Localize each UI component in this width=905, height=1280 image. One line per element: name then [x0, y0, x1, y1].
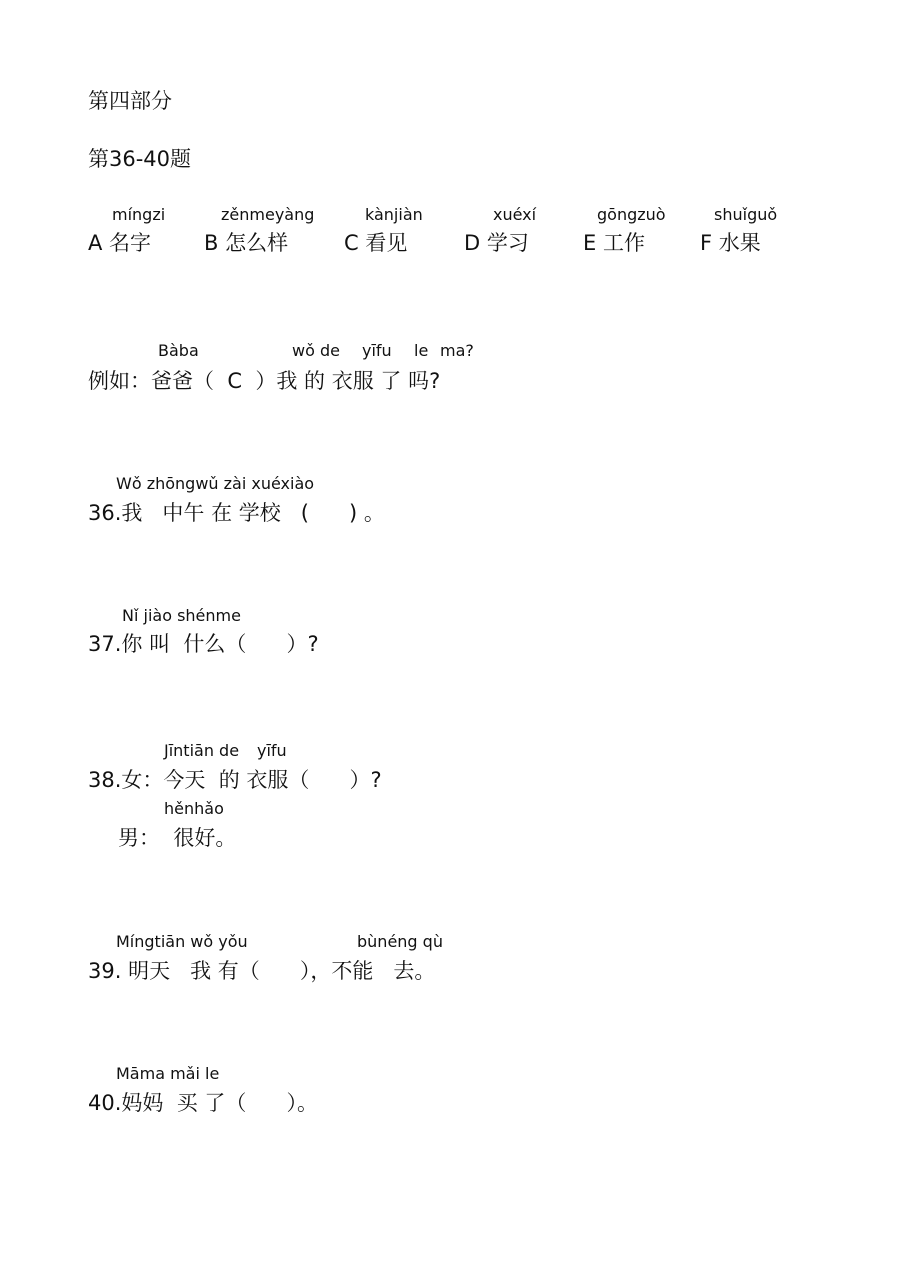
question-38-pinyin-henhao: hěnhǎo — [164, 799, 224, 818]
question-40-text: 40.妈妈 买 了（ ）。 — [88, 1091, 318, 1115]
question-39-pinyin-mingtian: Míngtiān wǒ yǒu — [116, 932, 248, 951]
option-d: D 学习 — [464, 231, 529, 255]
option-f: F 水果 — [700, 231, 761, 255]
question-37-pinyin: Nǐ jiào shénme — [122, 606, 241, 625]
example-sentence: 例如：爸爸（ C ）我 的 衣服 了 吗? — [88, 369, 441, 393]
option-c-pinyin: kànjiàn — [365, 205, 423, 224]
example-pinyin-ma: ma? — [440, 341, 474, 360]
question-36-text: 36.我 中午 在 学校 ( ) 。 — [88, 501, 385, 525]
question-37-text: 37.你 叫 什么（ ）? — [88, 632, 319, 656]
question-38-male-line: 男： 很好。 — [118, 826, 237, 850]
question-range: 第36-40题 — [88, 147, 192, 171]
question-40-pinyin: Māma mǎi le — [116, 1064, 220, 1083]
option-a-pinyin: míngzi — [112, 205, 166, 224]
option-e: E 工作 — [583, 231, 645, 255]
example-pinyin-wode: wǒ de — [292, 341, 340, 360]
example-pinyin-yifu: yīfu — [362, 341, 392, 360]
question-39-pinyin-buneng: bùnéng qù — [357, 932, 443, 951]
option-d-pinyin: xuéxí — [493, 205, 537, 224]
option-e-pinyin: gōngzuò — [597, 205, 666, 224]
option-b-pinyin: zěnmeyàng — [221, 205, 315, 224]
option-c: C 看见 — [344, 231, 408, 255]
question-38-female-line: 38.女：今天 的 衣服（ ）? — [88, 768, 382, 792]
example-pinyin-baba: Bàba — [158, 341, 199, 360]
section-title: 第四部分 — [88, 89, 172, 113]
option-b: B 怎么样 — [204, 231, 289, 255]
question-39-text: 39. 明天 我 有（ ），不能 去。 — [88, 959, 436, 983]
example-pinyin-le: le — [414, 341, 429, 360]
question-38-pinyin-yifu: yīfu — [257, 741, 287, 760]
option-a: A 名字 — [88, 231, 152, 255]
question-36-pinyin: Wǒ zhōngwǔ zài xuéxiào — [116, 474, 315, 493]
option-f-pinyin: shuǐguǒ — [714, 205, 778, 224]
question-38-pinyin-jintian: Jīntiān de — [164, 741, 240, 760]
